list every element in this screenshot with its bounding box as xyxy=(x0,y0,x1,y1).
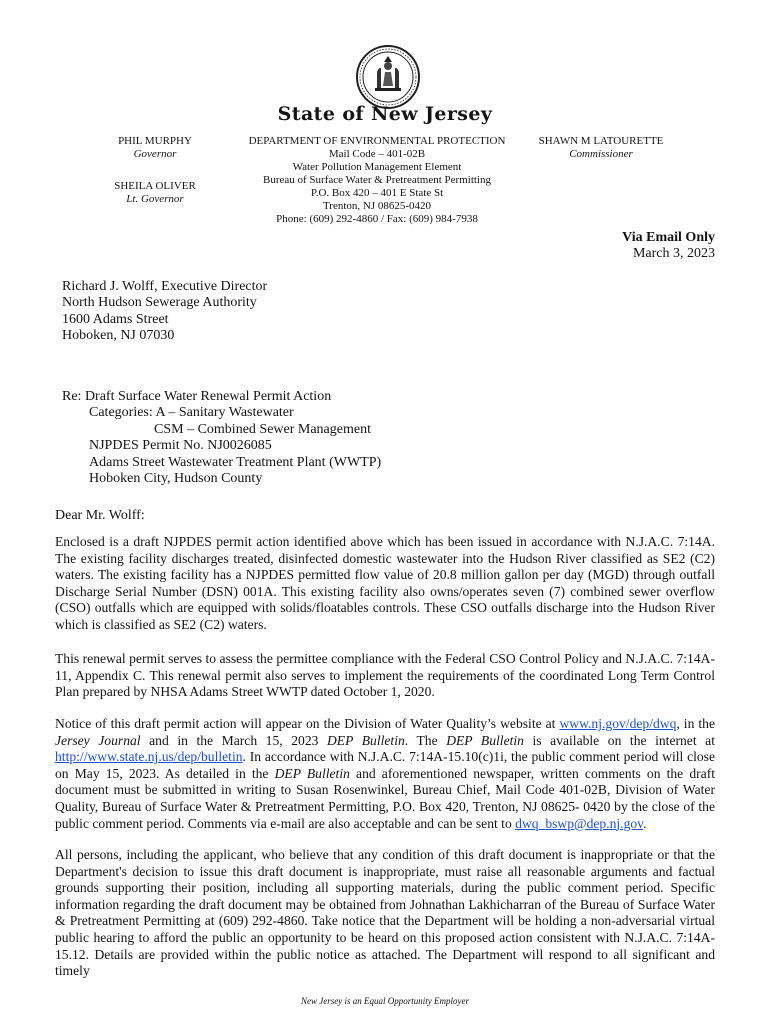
subject-location: Hoboken City, Hudson County xyxy=(89,471,263,487)
newspaper-name: Jersey Journal xyxy=(55,732,141,748)
paragraph-4: All persons, including the applicant, who believe that any condition of this draft document is inappropriate or that the Department's decision to issue this draft document is inappropriate, must raise all reasonable arguments and factual grounds supporting their position, including all supporting materials, during the public comment period. Specific information regarding the draft document may be obtained from Johnathan Lakhicharran of the Bureau of Surface Water & Pretreatment Permitting at (609) 292-4860. Take notice that the Department will be holding a non-adversarial virtual public hearing to afford the public an opportunity to be heard on this proposed action consistent with N.J.A.C. 7:14A-15.12. Details are provided within the public notice as attached. The Department will respond to all significant and timely xyxy=(55,847,715,979)
text-span: is available on the internet at xyxy=(523,732,715,748)
addressee-line: 1600 Adams Street xyxy=(62,311,169,327)
text-span: . In accordance with N.J.A.C. 7:14A-15.10(c)1i, the public comment period will close on May 15, 2023. As detailed in the xyxy=(55,749,715,781)
department-name: DEPARTMENT OF ENVIRONMENTAL PROTECTION xyxy=(248,135,506,147)
letter-date: March 3, 2023 xyxy=(632,246,715,261)
text-span: Notice of this draft permit action will appear on the Division of Water Quality’s website at xyxy=(55,716,560,731)
department-block xyxy=(232,135,522,226)
text-span: . The xyxy=(404,732,447,748)
commissioner-block xyxy=(526,135,676,161)
state-seal-icon xyxy=(355,44,421,110)
bulletin-name: DEP Bulletin xyxy=(274,765,350,781)
governor-block xyxy=(90,135,220,206)
addressee-line: Hoboken, NJ 07030 xyxy=(62,328,175,344)
governor-name: PHIL MURPHY xyxy=(118,135,192,147)
bulletin-link[interactable]: http://www.state.nj.us/dep/bulletin xyxy=(55,749,243,765)
text-span: , in the xyxy=(676,716,715,731)
addressee-line: Richard J. Wolff, Executive Director xyxy=(62,279,268,294)
department-line: P.O. Box 420 – 401 E State St xyxy=(310,187,444,199)
subject-categories: Categories: A – Sanitary Wastewater xyxy=(89,405,294,421)
salutation: Dear Mr. Wolff: xyxy=(55,508,145,523)
department-line: Mail Code – 401-02B xyxy=(328,148,426,160)
text-span: . xyxy=(643,815,647,831)
department-line: Phone: (609) 292-4860 / Fax: (609) 984-7938 xyxy=(276,213,478,225)
department-line: Bureau of Surface Water & Pretreatment Permitting xyxy=(262,174,491,186)
delivery-block xyxy=(622,230,715,262)
dwq-website-link[interactable]: www.nj.gov/dep/dwq xyxy=(559,716,677,731)
delivery-method: Via Email Only xyxy=(622,230,715,245)
governor-title: Governor xyxy=(133,148,177,160)
lt-governor-name: SHEILA OLIVER xyxy=(114,180,196,192)
lt-governor-title: Lt. Governor xyxy=(126,193,184,205)
text-span: and aforementioned newspaper, written comments on the draft document must be submitted in writing to Susan Rosenwinkel, Bureau Chief, Mail Code 401-02B, Division of Water Quality, Bureau of Surface Water & Pretreatment Permitting, P.O. Box 420, Trenton, NJ 08625- 0420 by the close of the public comment period. Comments via e-mail are also acceptable and can be sent to xyxy=(55,765,715,831)
paragraph-3 xyxy=(55,716,715,832)
commissioner-title: Commissioner xyxy=(569,148,633,160)
department-line: Trenton, NJ 08625-0420 xyxy=(322,200,432,212)
department-line: Water Pollution Management Element xyxy=(292,161,462,173)
footer-tagline: New Jersey is an Equal Opportunity Employer xyxy=(301,996,469,1006)
bulletin-name: DEP Bulletin xyxy=(446,732,524,748)
subject-permit-number: NJPDES Permit No. NJ0026085 xyxy=(89,438,272,454)
paragraph-1: Enclosed is a draft NJPDES permit action identified above which has been issued in accordance with N.J.A.C. 7:14A. The existing facility discharges treated, disinfected domestic wastewater into the Hudson River classified as SE2 (C2) waters. The existing facility has a NJPDES permitted flow value of 20.8 million gallon per day (MGD) through outfall Discharge Serial Number (DSN) 001A. This existing facility also owns/operates seven (7) combined sewer overflow (CSO) outfalls which are equipped with solids/floatables controls. These CSO outfalls discharge into the Hudson River which is classified as SE2 (C2) waters. xyxy=(55,534,715,632)
text-span: and in the March 15, 2023 xyxy=(140,732,327,748)
addressee-line: North Hudson Sewerage Authority xyxy=(62,295,257,311)
paragraph-2: This renewal permit serves to assess the permittee compliance with the Federal CSO Control Policy and N.J.A.C. 7:14A-11, Appendix C. This renewal permit also serves to implement the requirements of the coordinated Long Term Control Plan prepared by NHSA Adams Street WWTP dated October 1, 2020. xyxy=(55,651,715,700)
subject-line: Re: Draft Surface Water Renewal Permit Action xyxy=(62,389,332,404)
email-link[interactable]: dwq_bswp@dep.nj.gov xyxy=(515,815,644,831)
bulletin-name: DEP Bulletin xyxy=(326,732,405,748)
state-title: State of New Jersey xyxy=(277,103,493,125)
subject-categories-cont: CSM – Combined Sewer Management xyxy=(154,421,371,437)
addressee-block xyxy=(62,279,267,345)
subject-facility: Adams Street Wastewater Treatment Plant (WWTP) xyxy=(89,454,382,470)
commissioner-name: SHAWN M LATOURETTE xyxy=(538,135,664,147)
subject-block xyxy=(62,389,381,487)
